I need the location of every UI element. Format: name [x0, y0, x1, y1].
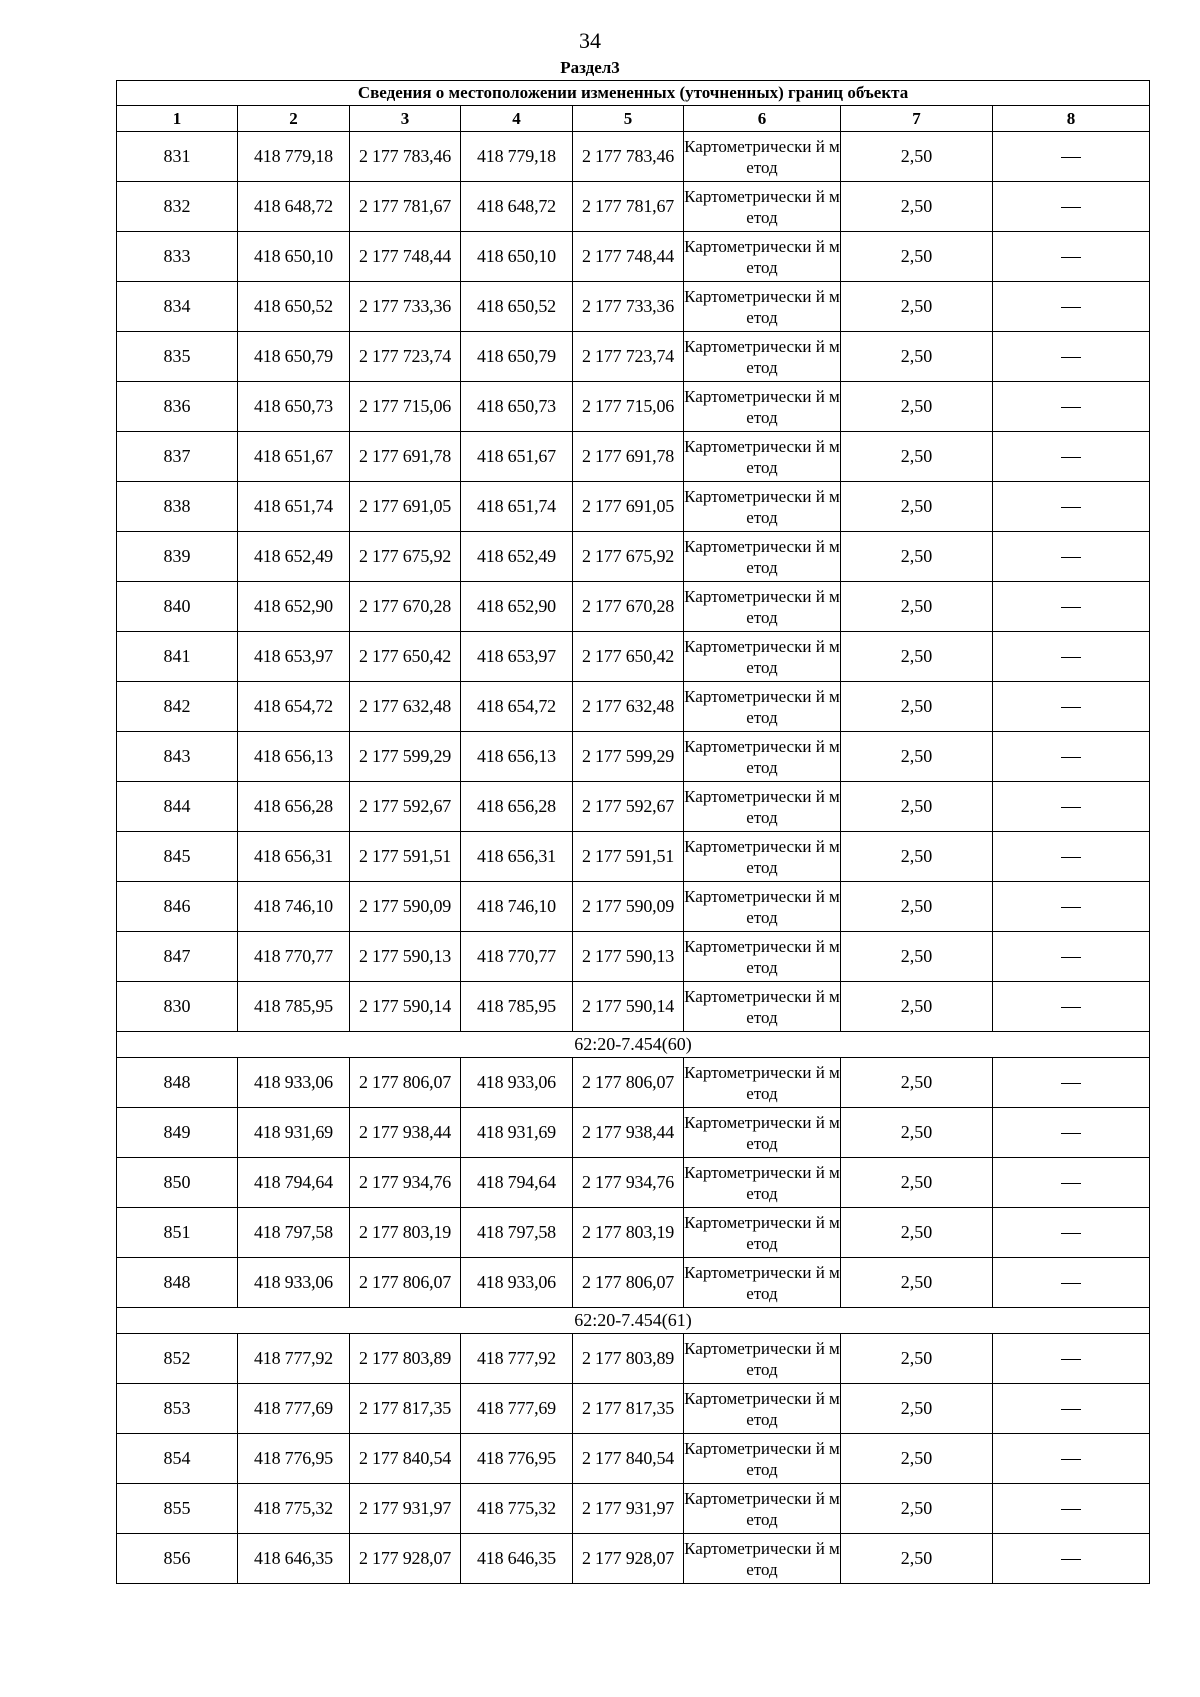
accuracy-cell: 2,50 — [841, 932, 993, 982]
coordinate-x-refined-cell: 418 652,49 — [461, 532, 573, 582]
coordinate-x-refined-cell: 418 650,79 — [461, 332, 573, 382]
note-cell — [993, 282, 1150, 332]
point-number-cell: 833 — [117, 232, 238, 282]
coordinate-x-refined-cell: 418 777,69 — [461, 1384, 573, 1434]
coordinate-y-refined-cell: 2 177 803,89 — [573, 1334, 684, 1384]
boundary-coordinates-table — [116, 80, 1150, 1584]
table-row — [117, 382, 1150, 432]
method-cell: Картометрически й метод — [684, 832, 841, 882]
accuracy-cell: 2,50 — [841, 1484, 993, 1534]
method-cell: Картометрически й метод — [684, 532, 841, 582]
column-header: 7 — [841, 106, 993, 132]
point-number-cell: 848 — [117, 1058, 238, 1108]
table-row — [117, 1158, 1150, 1208]
coordinate-x-existing-cell: 418 933,06 — [238, 1258, 350, 1308]
coordinate-y-existing-cell: 2 177 748,44 — [350, 232, 461, 282]
dash-mark — [1061, 457, 1081, 458]
point-number-cell: 837 — [117, 432, 238, 482]
dash-mark — [1061, 407, 1081, 408]
coordinate-x-existing-cell: 418 646,35 — [238, 1534, 350, 1584]
coordinate-y-refined-cell: 2 177 934,76 — [573, 1158, 684, 1208]
column-header: 1 — [117, 106, 238, 132]
point-number-cell: 851 — [117, 1208, 238, 1258]
method-cell: Картометрически й метод — [684, 382, 841, 432]
column-header: 5 — [573, 106, 684, 132]
dash-mark — [1061, 857, 1081, 858]
group-label-row — [117, 1032, 1150, 1058]
coordinate-x-existing-cell: 418 651,67 — [238, 432, 350, 482]
accuracy-cell: 2,50 — [841, 1158, 993, 1208]
coordinate-x-existing-cell: 418 933,06 — [238, 1058, 350, 1108]
coordinate-y-existing-cell: 2 177 803,89 — [350, 1334, 461, 1384]
coordinate-y-refined-cell: 2 177 733,36 — [573, 282, 684, 332]
coordinate-x-existing-cell: 418 776,95 — [238, 1434, 350, 1484]
dash-mark — [1061, 957, 1081, 958]
coordinate-y-existing-cell: 2 177 691,78 — [350, 432, 461, 482]
coordinate-x-refined-cell: 418 779,18 — [461, 132, 573, 182]
table-body — [117, 132, 1150, 1584]
point-number-cell: 835 — [117, 332, 238, 382]
point-number-cell: 846 — [117, 882, 238, 932]
point-number-cell: 839 — [117, 532, 238, 582]
column-header: 8 — [993, 106, 1150, 132]
accuracy-cell: 2,50 — [841, 982, 993, 1032]
point-number-cell: 856 — [117, 1534, 238, 1584]
coordinate-y-existing-cell: 2 177 928,07 — [350, 1534, 461, 1584]
dash-mark — [1061, 1459, 1081, 1460]
coordinate-y-refined-cell: 2 177 931,97 — [573, 1484, 684, 1534]
coordinate-y-existing-cell: 2 177 650,42 — [350, 632, 461, 682]
coordinate-x-refined-cell: 418 646,35 — [461, 1534, 573, 1584]
note-cell — [993, 932, 1150, 982]
method-cell: Картометрически й метод — [684, 1384, 841, 1434]
note-cell — [993, 332, 1150, 382]
accuracy-cell: 2,50 — [841, 382, 993, 432]
coordinate-y-refined-cell: 2 177 691,78 — [573, 432, 684, 482]
table-row — [117, 1484, 1150, 1534]
accuracy-cell: 2,50 — [841, 432, 993, 482]
table-caption: Сведения о местоположении измененных (уточненных) границ объекта — [117, 81, 1150, 106]
coordinate-y-existing-cell: 2 177 840,54 — [350, 1434, 461, 1484]
coordinate-x-existing-cell: 418 651,74 — [238, 482, 350, 532]
point-number-cell: 845 — [117, 832, 238, 882]
point-number-cell: 830 — [117, 982, 238, 1032]
coordinate-y-refined-cell: 2 177 599,29 — [573, 732, 684, 782]
coordinate-y-existing-cell: 2 177 934,76 — [350, 1158, 461, 1208]
dash-mark — [1061, 1283, 1081, 1284]
column-header: 4 — [461, 106, 573, 132]
coordinate-y-existing-cell: 2 177 803,19 — [350, 1208, 461, 1258]
coordinate-x-refined-cell: 418 654,72 — [461, 682, 573, 732]
dash-mark — [1061, 1007, 1081, 1008]
dash-mark — [1061, 657, 1081, 658]
table-row — [117, 532, 1150, 582]
coordinate-y-existing-cell: 2 177 691,05 — [350, 482, 461, 532]
table-row — [117, 282, 1150, 332]
point-number-cell: 841 — [117, 632, 238, 682]
point-number-cell: 840 — [117, 582, 238, 632]
coordinate-x-existing-cell: 418 652,90 — [238, 582, 350, 632]
table-row — [117, 1208, 1150, 1258]
method-cell: Картометрически й метод — [684, 182, 841, 232]
note-cell — [993, 132, 1150, 182]
table-row — [117, 1108, 1150, 1158]
note-cell — [993, 1484, 1150, 1534]
note-cell — [993, 182, 1150, 232]
method-cell: Картометрически й метод — [684, 432, 841, 482]
method-cell: Картометрически й метод — [684, 1258, 841, 1308]
coordinate-y-existing-cell: 2 177 670,28 — [350, 582, 461, 632]
point-number-cell: 847 — [117, 932, 238, 982]
dash-mark — [1061, 357, 1081, 358]
method-cell: Картометрически й метод — [684, 1158, 841, 1208]
method-cell: Картометрически й метод — [684, 1534, 841, 1584]
method-cell: Картометрически й метод — [684, 1208, 841, 1258]
coordinate-y-refined-cell: 2 177 803,19 — [573, 1208, 684, 1258]
coordinate-y-refined-cell: 2 177 670,28 — [573, 582, 684, 632]
note-cell — [993, 682, 1150, 732]
coordinate-x-existing-cell: 418 650,10 — [238, 232, 350, 282]
note-cell — [993, 532, 1150, 582]
point-number-cell: 849 — [117, 1108, 238, 1158]
note-cell — [993, 382, 1150, 432]
point-number-cell: 855 — [117, 1484, 238, 1534]
method-cell: Картометрически й метод — [684, 882, 841, 932]
dash-mark — [1061, 1559, 1081, 1560]
group-label-row — [117, 1308, 1150, 1334]
dash-mark — [1061, 1083, 1081, 1084]
dash-mark — [1061, 607, 1081, 608]
point-number-cell: 852 — [117, 1334, 238, 1384]
note-cell — [993, 1158, 1150, 1208]
coordinate-y-refined-cell: 2 177 783,46 — [573, 132, 684, 182]
accuracy-cell: 2,50 — [841, 882, 993, 932]
note-cell — [993, 582, 1150, 632]
table-row — [117, 482, 1150, 532]
coordinate-y-refined-cell: 2 177 840,54 — [573, 1434, 684, 1484]
table-row — [117, 1384, 1150, 1434]
coordinate-y-existing-cell: 2 177 590,09 — [350, 882, 461, 932]
point-number-cell: 838 — [117, 482, 238, 532]
dash-mark — [1061, 557, 1081, 558]
dash-mark — [1061, 1133, 1081, 1134]
coordinate-y-refined-cell: 2 177 723,74 — [573, 332, 684, 382]
table-row — [117, 882, 1150, 932]
coordinate-y-existing-cell: 2 177 806,07 — [350, 1258, 461, 1308]
coordinate-x-existing-cell: 418 648,72 — [238, 182, 350, 232]
dash-mark — [1061, 1359, 1081, 1360]
coordinate-x-refined-cell: 418 777,92 — [461, 1334, 573, 1384]
coordinate-y-refined-cell: 2 177 928,07 — [573, 1534, 684, 1584]
method-cell: Картометрически й метод — [684, 282, 841, 332]
method-cell: Картометрически й метод — [684, 682, 841, 732]
coordinate-y-refined-cell: 2 177 675,92 — [573, 532, 684, 582]
coordinate-x-refined-cell: 418 650,10 — [461, 232, 573, 282]
coordinate-y-refined-cell: 2 177 715,06 — [573, 382, 684, 432]
coordinate-y-refined-cell: 2 177 938,44 — [573, 1108, 684, 1158]
coordinate-x-refined-cell: 418 656,28 — [461, 782, 573, 832]
coordinate-x-refined-cell: 418 653,97 — [461, 632, 573, 682]
coordinate-y-existing-cell: 2 177 675,92 — [350, 532, 461, 582]
point-number-cell: 832 — [117, 182, 238, 232]
accuracy-cell: 2,50 — [841, 1384, 993, 1434]
coordinate-x-refined-cell: 418 651,67 — [461, 432, 573, 482]
coordinate-y-refined-cell: 2 177 592,67 — [573, 782, 684, 832]
accuracy-cell: 2,50 — [841, 582, 993, 632]
coordinate-x-refined-cell: 418 652,90 — [461, 582, 573, 632]
accuracy-cell: 2,50 — [841, 632, 993, 682]
coordinate-y-refined-cell: 2 177 806,07 — [573, 1058, 684, 1108]
coordinate-y-refined-cell: 2 177 781,67 — [573, 182, 684, 232]
coordinate-x-existing-cell: 418 656,28 — [238, 782, 350, 832]
table-row — [117, 1334, 1150, 1384]
point-number-cell: 836 — [117, 382, 238, 432]
coordinate-x-refined-cell: 418 797,58 — [461, 1208, 573, 1258]
coordinate-x-existing-cell: 418 777,69 — [238, 1384, 350, 1434]
table-caption-row — [117, 81, 1150, 106]
dash-mark — [1061, 207, 1081, 208]
table-row — [117, 582, 1150, 632]
coordinate-y-existing-cell: 2 177 591,51 — [350, 832, 461, 882]
dash-mark — [1061, 707, 1081, 708]
note-cell — [993, 1434, 1150, 1484]
accuracy-cell: 2,50 — [841, 1208, 993, 1258]
note-cell — [993, 1108, 1150, 1158]
page-number: 34 — [579, 28, 601, 53]
coordinate-y-existing-cell: 2 177 806,07 — [350, 1058, 461, 1108]
note-cell — [993, 1058, 1150, 1108]
coordinate-y-existing-cell: 2 177 783,46 — [350, 132, 461, 182]
table-row — [117, 182, 1150, 232]
table-row — [117, 332, 1150, 382]
coordinate-x-refined-cell: 418 770,77 — [461, 932, 573, 982]
coordinate-y-refined-cell: 2 177 590,13 — [573, 932, 684, 982]
note-cell — [993, 832, 1150, 882]
coordinate-x-refined-cell: 418 775,32 — [461, 1484, 573, 1534]
note-cell — [993, 482, 1150, 532]
accuracy-cell: 2,50 — [841, 732, 993, 782]
note-cell — [993, 1534, 1150, 1584]
dash-mark — [1061, 257, 1081, 258]
coordinate-x-existing-cell: 418 650,52 — [238, 282, 350, 332]
note-cell — [993, 1334, 1150, 1384]
accuracy-cell: 2,50 — [841, 282, 993, 332]
table-row — [117, 732, 1150, 782]
coordinate-x-existing-cell: 418 779,18 — [238, 132, 350, 182]
coordinate-y-existing-cell: 2 177 590,14 — [350, 982, 461, 1032]
coordinate-x-existing-cell: 418 931,69 — [238, 1108, 350, 1158]
coordinate-x-refined-cell: 418 650,52 — [461, 282, 573, 332]
coordinate-x-refined-cell: 418 785,95 — [461, 982, 573, 1032]
coordinate-y-existing-cell: 2 177 599,29 — [350, 732, 461, 782]
dash-mark — [1061, 1233, 1081, 1234]
dash-mark — [1061, 1509, 1081, 1510]
coordinate-x-existing-cell: 418 650,73 — [238, 382, 350, 432]
coordinate-x-existing-cell: 418 654,72 — [238, 682, 350, 732]
section-title: Раздел3 — [560, 58, 620, 77]
table-row — [117, 1434, 1150, 1484]
coordinate-x-refined-cell: 418 651,74 — [461, 482, 573, 532]
table-row — [117, 832, 1150, 882]
method-cell: Картометрически й метод — [684, 932, 841, 982]
coordinate-x-existing-cell: 418 797,58 — [238, 1208, 350, 1258]
method-cell: Картометрически й метод — [684, 582, 841, 632]
method-cell: Картометрически й метод — [684, 1484, 841, 1534]
coordinate-y-existing-cell: 2 177 723,74 — [350, 332, 461, 382]
coordinate-y-refined-cell: 2 177 591,51 — [573, 832, 684, 882]
coordinate-x-existing-cell: 418 650,79 — [238, 332, 350, 382]
point-number-cell: 842 — [117, 682, 238, 732]
accuracy-cell: 2,50 — [841, 1108, 993, 1158]
coordinate-x-refined-cell: 418 650,73 — [461, 382, 573, 432]
point-number-cell: 843 — [117, 732, 238, 782]
coordinate-x-refined-cell: 418 933,06 — [461, 1258, 573, 1308]
coordinate-x-existing-cell: 418 746,10 — [238, 882, 350, 932]
method-cell: Картометрически й метод — [684, 782, 841, 832]
method-cell: Картометрически й метод — [684, 232, 841, 282]
coordinate-x-existing-cell: 418 785,95 — [238, 982, 350, 1032]
method-cell: Картометрически й метод — [684, 1108, 841, 1158]
method-cell: Картометрически й метод — [684, 1434, 841, 1484]
coordinate-x-existing-cell: 418 794,64 — [238, 1158, 350, 1208]
dash-mark — [1061, 757, 1081, 758]
method-cell: Картометрически й метод — [684, 632, 841, 682]
coordinate-x-refined-cell: 418 794,64 — [461, 1158, 573, 1208]
method-cell: Картометрически й метод — [684, 132, 841, 182]
coordinate-x-refined-cell: 418 746,10 — [461, 882, 573, 932]
accuracy-cell: 2,50 — [841, 1058, 993, 1108]
coordinate-y-refined-cell: 2 177 817,35 — [573, 1384, 684, 1434]
group-label: 62:20-7.454(60) — [117, 1032, 1150, 1058]
note-cell — [993, 1208, 1150, 1258]
method-cell: Картометрически й метод — [684, 332, 841, 382]
table-row — [117, 1534, 1150, 1584]
group-label: 62:20-7.454(61) — [117, 1308, 1150, 1334]
point-number-cell: 853 — [117, 1384, 238, 1434]
point-number-cell: 854 — [117, 1434, 238, 1484]
coordinate-y-existing-cell: 2 177 590,13 — [350, 932, 461, 982]
coordinate-y-existing-cell: 2 177 931,97 — [350, 1484, 461, 1534]
table-row — [117, 232, 1150, 282]
accuracy-cell: 2,50 — [841, 532, 993, 582]
accuracy-cell: 2,50 — [841, 832, 993, 882]
coordinate-y-existing-cell: 2 177 632,48 — [350, 682, 461, 732]
coordinate-y-existing-cell: 2 177 733,36 — [350, 282, 461, 332]
coordinate-x-existing-cell: 418 777,92 — [238, 1334, 350, 1384]
coordinate-y-refined-cell: 2 177 691,05 — [573, 482, 684, 532]
dash-mark — [1061, 907, 1081, 908]
accuracy-cell: 2,50 — [841, 132, 993, 182]
coordinate-x-existing-cell: 418 652,49 — [238, 532, 350, 582]
table-row — [117, 1258, 1150, 1308]
coordinate-x-refined-cell: 418 931,69 — [461, 1108, 573, 1158]
accuracy-cell: 2,50 — [841, 232, 993, 282]
coordinate-y-existing-cell: 2 177 592,67 — [350, 782, 461, 832]
point-number-cell: 850 — [117, 1158, 238, 1208]
accuracy-cell: 2,50 — [841, 1434, 993, 1484]
note-cell — [993, 732, 1150, 782]
coordinate-y-refined-cell: 2 177 590,14 — [573, 982, 684, 1032]
coordinate-y-existing-cell: 2 177 781,67 — [350, 182, 461, 232]
dash-mark — [1061, 1409, 1081, 1410]
column-header: 6 — [684, 106, 841, 132]
method-cell: Картометрически й метод — [684, 482, 841, 532]
accuracy-cell: 2,50 — [841, 1334, 993, 1384]
accuracy-cell: 2,50 — [841, 1534, 993, 1584]
point-number-cell: 831 — [117, 132, 238, 182]
table-row — [117, 632, 1150, 682]
coordinate-y-refined-cell: 2 177 632,48 — [573, 682, 684, 732]
coordinate-x-existing-cell: 418 656,13 — [238, 732, 350, 782]
table-row — [117, 982, 1150, 1032]
coordinate-x-refined-cell: 418 648,72 — [461, 182, 573, 232]
table-row — [117, 132, 1150, 182]
table-row — [117, 932, 1150, 982]
point-number-cell: 834 — [117, 282, 238, 332]
method-cell: Картометрически й метод — [684, 732, 841, 782]
note-cell — [993, 1384, 1150, 1434]
note-cell — [993, 882, 1150, 932]
coordinate-x-refined-cell: 418 656,31 — [461, 832, 573, 882]
coordinate-x-existing-cell: 418 770,77 — [238, 932, 350, 982]
accuracy-cell: 2,50 — [841, 1258, 993, 1308]
note-cell — [993, 782, 1150, 832]
coordinate-x-refined-cell: 418 656,13 — [461, 732, 573, 782]
accuracy-cell: 2,50 — [841, 682, 993, 732]
coordinate-y-existing-cell: 2 177 938,44 — [350, 1108, 461, 1158]
method-cell: Картометрически й метод — [684, 1334, 841, 1384]
dash-mark — [1061, 307, 1081, 308]
note-cell — [993, 432, 1150, 482]
dash-mark — [1061, 807, 1081, 808]
coordinate-x-existing-cell: 418 775,32 — [238, 1484, 350, 1534]
coordinate-y-refined-cell: 2 177 806,07 — [573, 1258, 684, 1308]
coordinate-y-refined-cell: 2 177 748,44 — [573, 232, 684, 282]
accuracy-cell: 2,50 — [841, 482, 993, 532]
dash-mark — [1061, 157, 1081, 158]
note-cell — [993, 632, 1150, 682]
note-cell — [993, 1258, 1150, 1308]
table-row — [117, 682, 1150, 732]
coordinate-x-existing-cell: 418 653,97 — [238, 632, 350, 682]
accuracy-cell: 2,50 — [841, 182, 993, 232]
coordinate-y-refined-cell: 2 177 650,42 — [573, 632, 684, 682]
note-cell — [993, 232, 1150, 282]
dash-mark — [1061, 507, 1081, 508]
coordinate-x-refined-cell: 418 933,06 — [461, 1058, 573, 1108]
point-number-cell: 848 — [117, 1258, 238, 1308]
column-header: 3 — [350, 106, 461, 132]
accuracy-cell: 2,50 — [841, 782, 993, 832]
coordinate-y-existing-cell: 2 177 715,06 — [350, 382, 461, 432]
accuracy-cell: 2,50 — [841, 332, 993, 382]
coordinate-x-existing-cell: 418 656,31 — [238, 832, 350, 882]
point-number-cell: 844 — [117, 782, 238, 832]
dash-mark — [1061, 1183, 1081, 1184]
method-cell: Картометрически й метод — [684, 1058, 841, 1108]
table-row — [117, 432, 1150, 482]
column-header: 2 — [238, 106, 350, 132]
coordinate-y-refined-cell: 2 177 590,09 — [573, 882, 684, 932]
table-row — [117, 1058, 1150, 1108]
method-cell: Картометрически й метод — [684, 982, 841, 1032]
table-row — [117, 782, 1150, 832]
table-header-row — [117, 106, 1150, 132]
note-cell — [993, 982, 1150, 1032]
coordinate-y-existing-cell: 2 177 817,35 — [350, 1384, 461, 1434]
coordinate-x-refined-cell: 418 776,95 — [461, 1434, 573, 1484]
